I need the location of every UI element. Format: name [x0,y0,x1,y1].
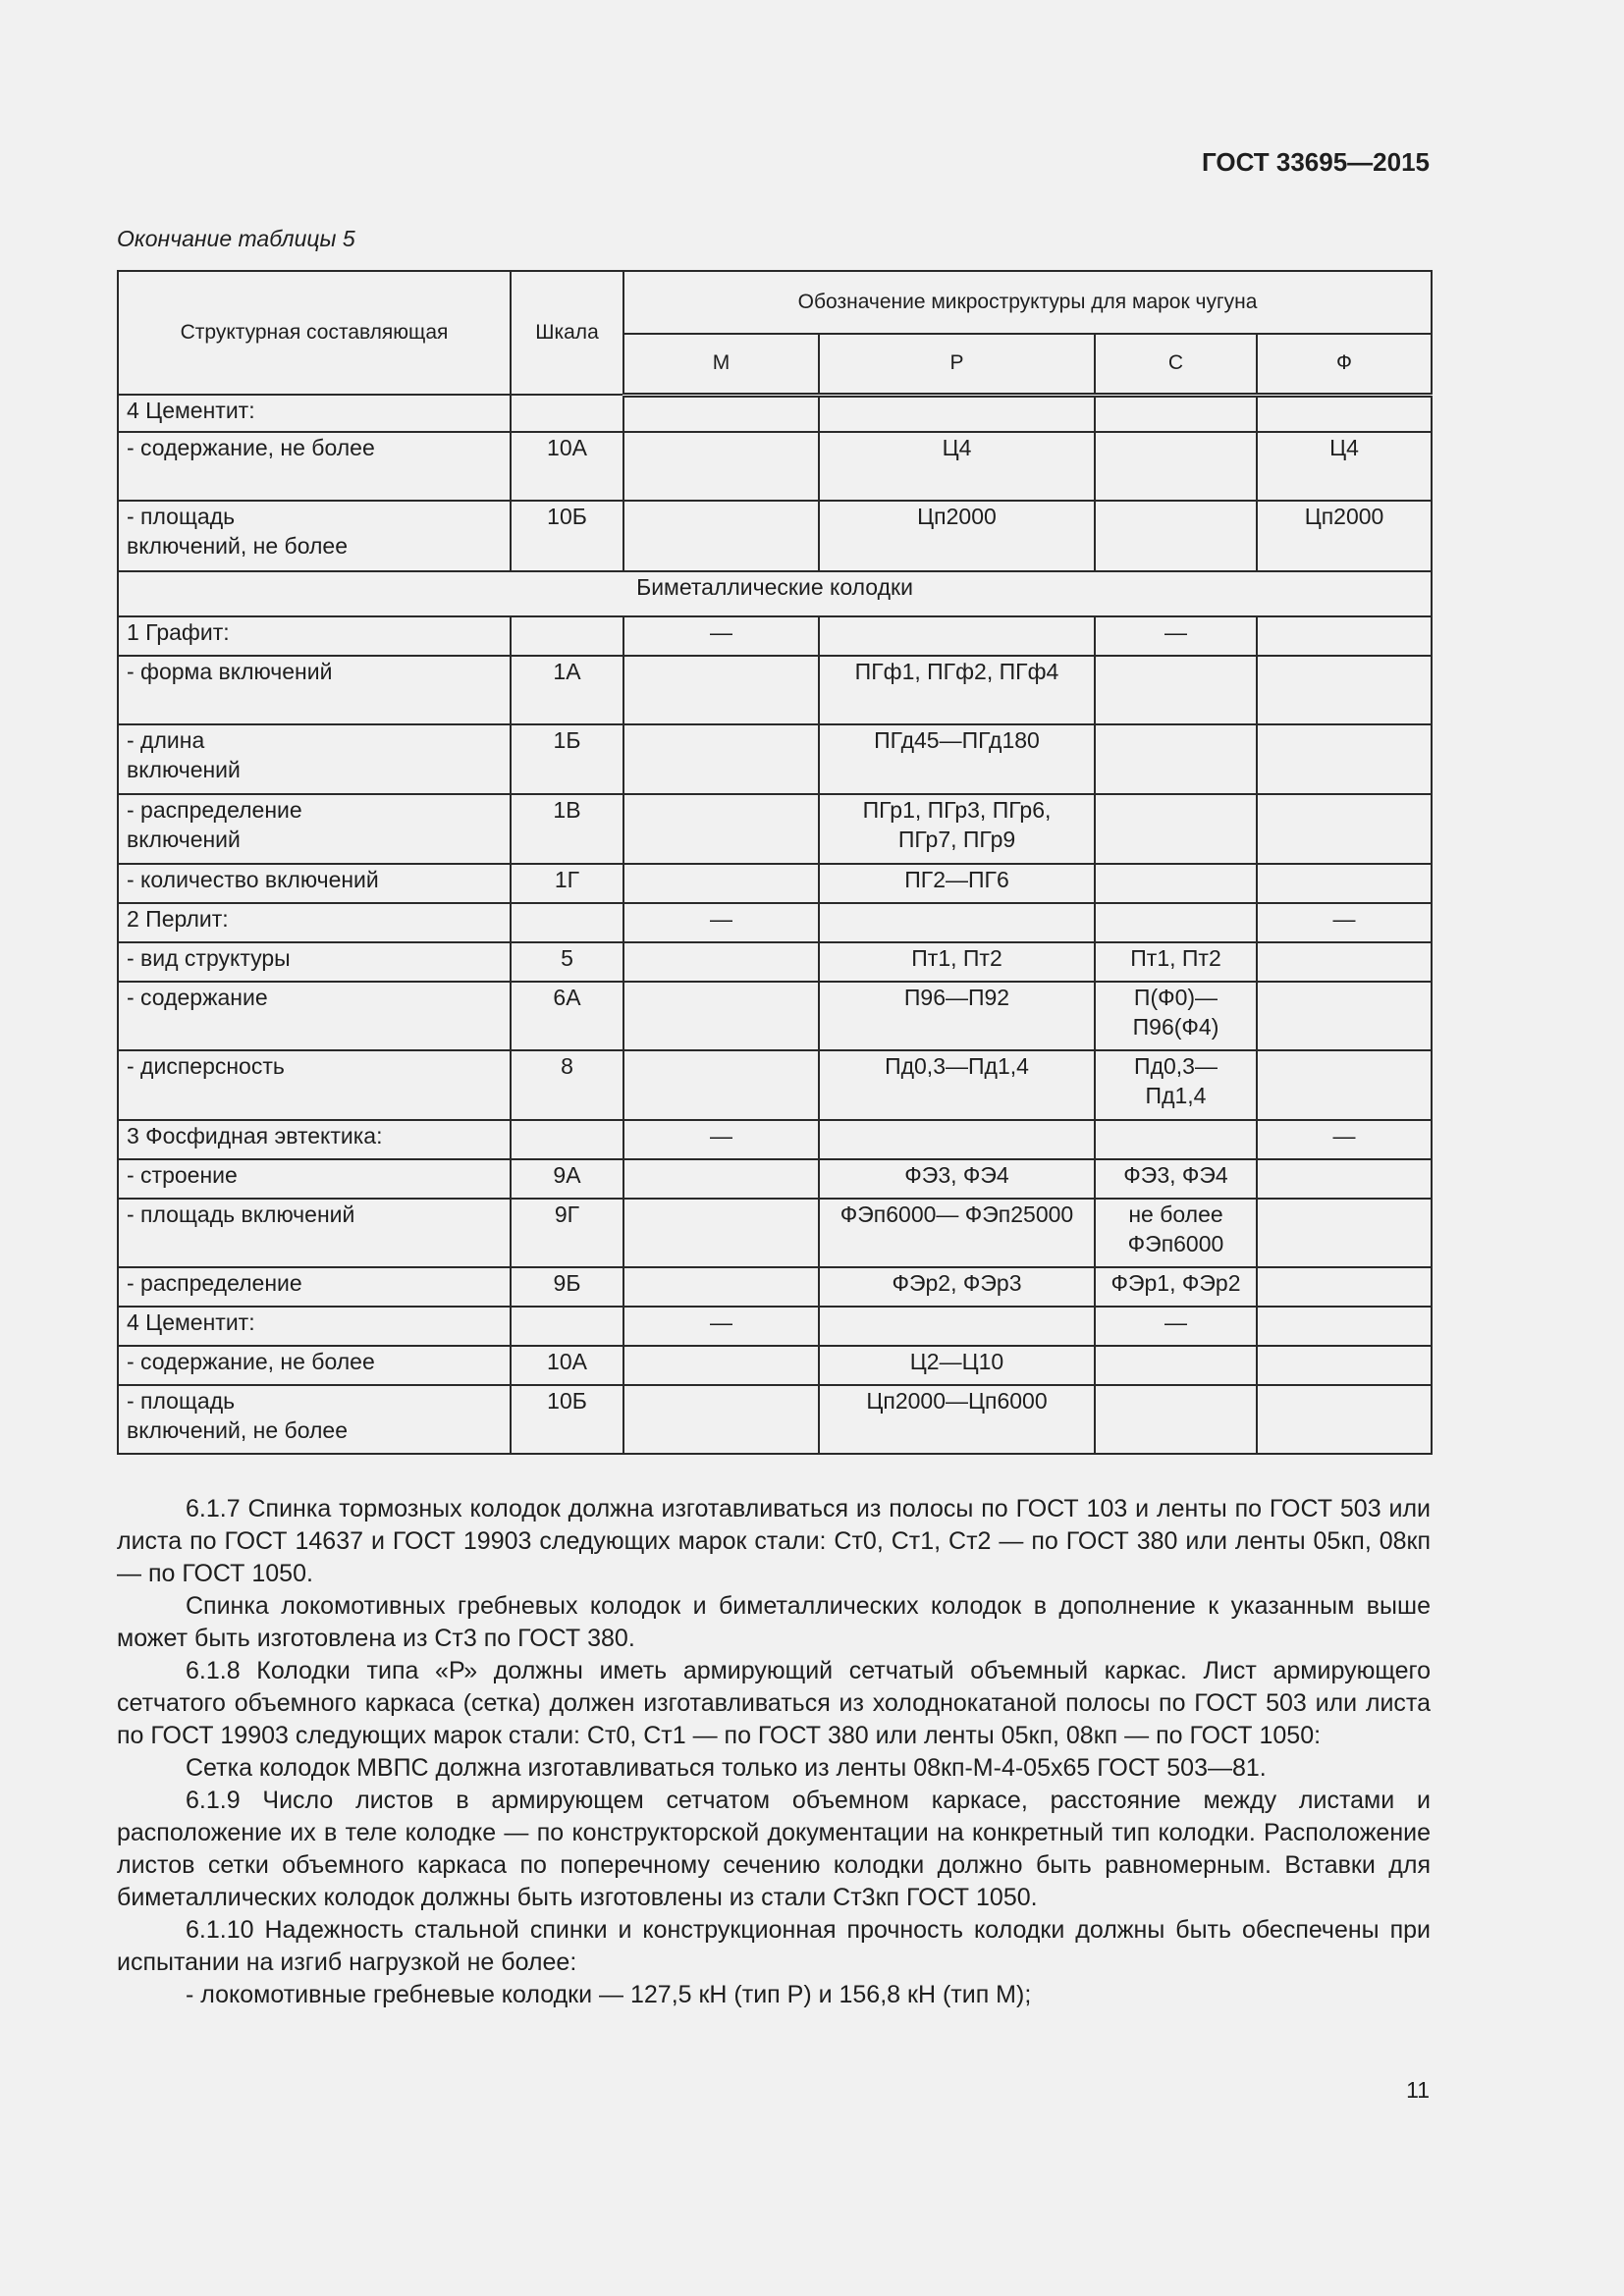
cell-grade-c [1095,1120,1257,1159]
cell-scale [511,395,623,432]
table-row [118,724,1432,794]
cell-grade-r: ПГф1, ПГф2, ПГф4 [819,656,1095,724]
table-row [118,616,1432,656]
cell-grade-c: ФЭр1, ФЭр2 [1095,1267,1257,1307]
cell-grade-m [623,1199,819,1267]
cell-component: - содержание, не более [118,432,511,501]
cell-component: - строение [118,1159,511,1199]
cell-grade-m [623,1346,819,1385]
cell-grade-m [623,1385,819,1454]
cell-grade-m [623,794,819,864]
cell-grade-r: П96—П92 [819,982,1095,1050]
header-grade-m: М [623,334,819,395]
cell-grade-c [1095,432,1257,501]
cell-grade-f [1257,794,1432,864]
cell-grade-r: Ц4 [819,432,1095,501]
cell-component: - количество включений [118,864,511,903]
table-row [118,1159,1432,1199]
table-body [118,395,1432,1454]
cell-grade-c: — [1095,616,1257,656]
cell-grade-f [1257,982,1432,1050]
cell-grade-c: Пт1, Пт2 [1095,942,1257,982]
table-row [118,501,1432,571]
cell-component: - распределение [118,1267,511,1307]
table-row [118,432,1432,501]
table-caption: Окончание таблицы 5 [117,226,355,251]
cell-scale: 10Б [511,501,623,571]
cell-grade-f [1257,942,1432,982]
header-component: Структурная составляющая [118,271,511,395]
cell-grade-f [1257,724,1432,794]
cell-grade-r: Пд0,3—Пд1,4 [819,1050,1095,1120]
cell-grade-f [1257,1159,1432,1199]
table-row [118,1267,1432,1307]
table-row [118,395,1432,432]
header-grade-group: Обозначение микроструктуры для марок чугуна [623,271,1432,334]
cell-grade-r: Ц2—Ц10 [819,1346,1095,1385]
cell-scale: 1А [511,656,623,724]
cell-scale: 1Г [511,864,623,903]
table-row [118,794,1432,864]
cell-grade-m [623,724,819,794]
cell-grade-c [1095,1385,1257,1454]
cell-component: - содержание, не более [118,1346,511,1385]
paragraph: 6.1.10 Надежность стальной спинки и конструкционная прочность колодки должны быть обеспечены при испытании на изгиб нагрузкой не более: [117,1916,1431,1976]
header-grade-f: Ф [1257,334,1432,395]
cell-scale: 8 [511,1050,623,1120]
cell-component: 3 Фосфидная эвтектика: [118,1120,511,1159]
cell-grade-m [623,432,819,501]
cell-grade-f [1257,1267,1432,1307]
cell-grade-r: Цп2000—Цп6000 [819,1385,1095,1454]
cell-grade-c: Пд0,3— Пд1,4 [1095,1050,1257,1120]
cell-grade-c: — [1095,1307,1257,1346]
table-row [118,1385,1432,1454]
cell-grade-r: Пт1, Пт2 [819,942,1095,982]
cell-scale: 1Б [511,724,623,794]
cell-scale: 1В [511,794,623,864]
cell-grade-f [1257,864,1432,903]
cell-grade-f: Цп2000 [1257,501,1432,571]
cell-component: - дисперсность [118,1050,511,1120]
table-row [118,1346,1432,1385]
table-row [118,864,1432,903]
cell-grade-m: — [623,1307,819,1346]
table-row [118,1199,1432,1267]
cell-grade-r: ПГ2—ПГ6 [819,864,1095,903]
cell-component: - длина включений [118,724,511,794]
cell-grade-r: ПГд45—ПГд180 [819,724,1095,794]
cell-component: 4 Цементит: [118,395,511,432]
table-row [118,942,1432,982]
cell-grade-m [623,942,819,982]
cell-grade-m [623,1159,819,1199]
cell-grade-f: — [1257,1120,1432,1159]
cell-grade-r: ПГр1, ПГр3, ПГр6, ПГр7, ПГр9 [819,794,1095,864]
cell-scale: 10А [511,432,623,501]
cell-grade-c [1095,1346,1257,1385]
cell-grade-c [1095,501,1257,571]
cell-grade-f [1257,616,1432,656]
document-code: ГОСТ 33695—2015 [1202,147,1430,177]
cell-grade-r [819,616,1095,656]
cell-grade-c [1095,724,1257,794]
cell-component: 4 Цементит: [118,1307,511,1346]
cell-scale [511,1307,623,1346]
cell-grade-c [1095,864,1257,903]
cell-grade-c: ФЭ3, ФЭ4 [1095,1159,1257,1199]
cell-grade-m [623,656,819,724]
table-row [118,1050,1432,1120]
cell-scale: 10А [511,1346,623,1385]
cell-grade-f: Ц4 [1257,432,1432,501]
cell-scale: 9Г [511,1199,623,1267]
header-grade-c: С [1095,334,1257,395]
cell-grade-r: ФЭп6000— ФЭп25000 [819,1199,1095,1267]
cell-grade-c [1095,903,1257,942]
microstructure-table [117,270,1433,1455]
body-text [117,1493,1431,2011]
cell-grade-f: — [1257,903,1432,942]
cell-grade-f [1257,1307,1432,1346]
cell-grade-m [623,982,819,1050]
cell-grade-c: П(Ф0)— П96(Ф4) [1095,982,1257,1050]
cell-scale: 6А [511,982,623,1050]
paragraph: Спинка локомотивных гребневых колодок и биметаллических колодок в дополнение к указанным выше может быть изготовлена из Ст3 по ГОСТ 380. [117,1592,1431,1652]
cell-grade-r: ФЭ3, ФЭ4 [819,1159,1095,1199]
header-grade-r: Р [819,334,1095,395]
cell-grade-m: — [623,616,819,656]
cell-grade-c [1095,395,1257,432]
cell-grade-c [1095,656,1257,724]
paragraph: - локомотивные гребневые колодки — 127,5 кН (тип Р) и 156,8 кН (тип М); [186,1981,1032,2008]
cell-grade-m: — [623,903,819,942]
cell-grade-m [623,1050,819,1120]
cell-grade-f [1257,1199,1432,1267]
cell-grade-f [1257,656,1432,724]
cell-grade-f [1257,1385,1432,1454]
section-heading: Биметаллические колодки [118,571,1432,616]
cell-scale: 10Б [511,1385,623,1454]
cell-grade-r: Цп2000 [819,501,1095,571]
table-row [118,1307,1432,1346]
table-row [118,982,1432,1050]
cell-grade-m [623,1267,819,1307]
cell-grade-c: не более ФЭп6000 [1095,1199,1257,1267]
cell-component: - площадь включений [118,1199,511,1267]
cell-component: - содержание [118,982,511,1050]
cell-component: - распределение включений [118,794,511,864]
cell-grade-f [1257,1346,1432,1385]
cell-component: 2 Перлит: [118,903,511,942]
cell-component: 1 Графит: [118,616,511,656]
cell-component: - площадь включений, не более [118,1385,511,1454]
cell-grade-f [1257,1050,1432,1120]
paragraph: Сетка колодок МВПС должна изготавливаться только из ленты 08кп-М-4-05х65 ГОСТ 503—81. [186,1754,1267,1782]
page-number: 11 [1406,2077,1430,2103]
cell-grade-m [623,395,819,432]
cell-scale: 5 [511,942,623,982]
paragraph: 6.1.9 Число листов в армирующем сетчатом объемном каркасе, расстояние между листами и расположение их в теле колодке — по конструкторской документации на конкретный тип колодки. Расположение листов сетки объемного каркаса по поперечному сечению колодки должно быть равномерным. Вставки для биметаллических колодок должны быть изготовлены из стали Ст3кп ГОСТ 1050. [117,1787,1431,1911]
paragraph: 6.1.7 Спинка тормозных колодок должна изготавливаться из полосы по ГОСТ 103 и ленты по ГОСТ 503 или листа по ГОСТ 14637 и ГОСТ 19903 следующих марок стали: Ст0, Ст1, Ст2 — по ГОСТ 380 или ленты 05кп, 08кп — по ГОСТ 1050. [117,1495,1431,1587]
cell-grade-r [819,1120,1095,1159]
table-row [118,1120,1432,1159]
cell-scale: 9Б [511,1267,623,1307]
cell-scale [511,903,623,942]
header-scale: Шкала [511,271,623,395]
table-row [118,571,1432,616]
cell-grade-m [623,864,819,903]
cell-grade-r [819,903,1095,942]
cell-component: - форма включений [118,656,511,724]
cell-grade-m [623,501,819,571]
cell-scale: 9А [511,1159,623,1199]
cell-component: - площадь включений, не более [118,501,511,571]
cell-scale [511,1120,623,1159]
cell-component: - вид структуры [118,942,511,982]
cell-grade-m: — [623,1120,819,1159]
cell-grade-r: ФЭр2, ФЭр3 [819,1267,1095,1307]
paragraph: 6.1.8 Колодки типа «Р» должны иметь армирующий сетчатый объемный каркас. Лист армирующего сетчатого объемного каркаса (сетка) должен изготавливаться из холоднокатаной полосы по ГОСТ 503 или листа по ГОСТ 19903 следующих марок стали: Ст0, Ст1 — по ГОСТ 380 или ленты 05кп, 08кп — по ГОСТ 1050: [117,1657,1431,1749]
cell-grade-r [819,395,1095,432]
cell-grade-c [1095,794,1257,864]
table-row [118,903,1432,942]
cell-scale [511,616,623,656]
cell-grade-f [1257,395,1432,432]
table-row [118,656,1432,724]
cell-grade-r [819,1307,1095,1346]
